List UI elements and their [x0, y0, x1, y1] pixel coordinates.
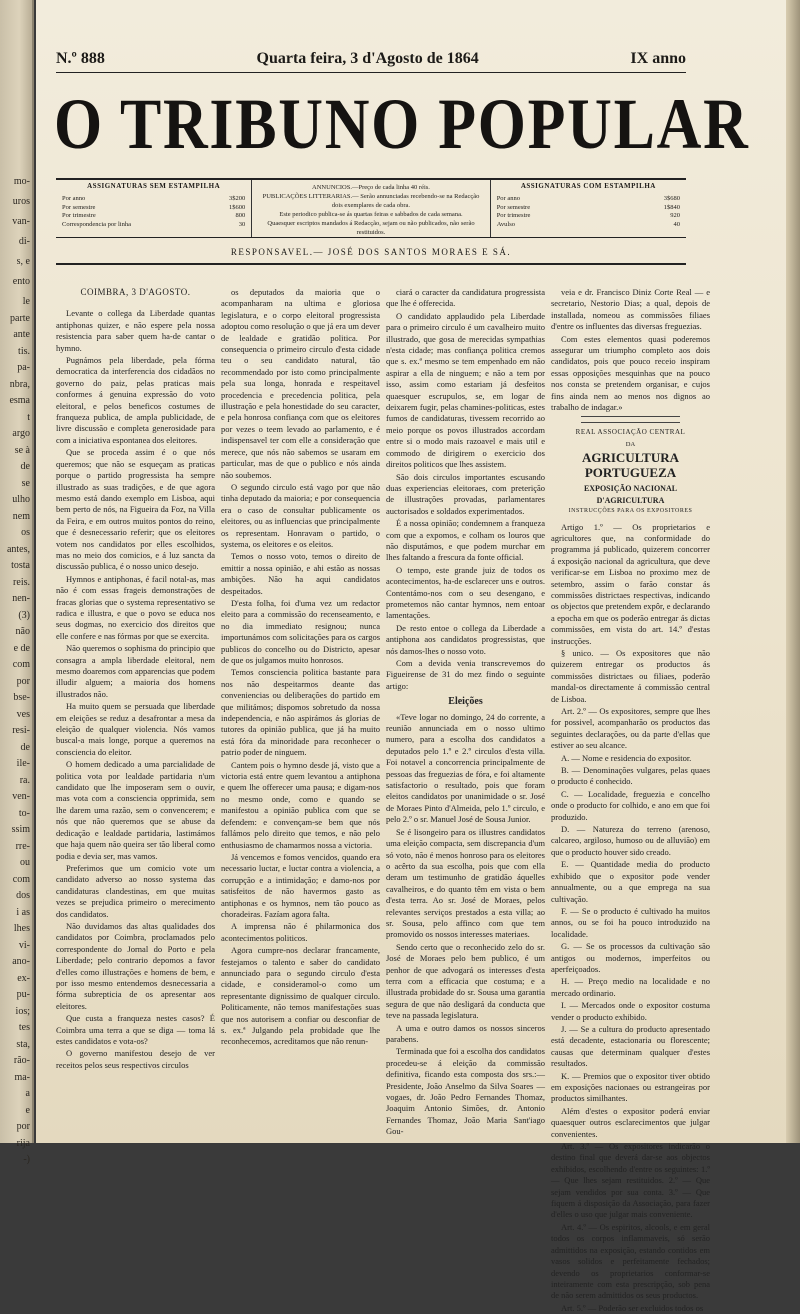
article-paragraph: Agora cumpre-nos declarar francamente, festejamos o talento e saber do candidato annunciado para o segundo circulo d'esta cidade, e consideramol-o como um representante dignissimo de qualquer circulo. Politicamente, não temos manifestações suas que nos autorisem a confiar ou desconfiar de s. ex.ª Julgando pela probidade que lhe reconhecemos, acreditamos que não renun-: [221, 945, 380, 1047]
article-paragraph: «Teve logar no domingo, 24 do corrente, a reunião annunciada em o nosso ultimo numero, para a escolha dos candidatos a deputados pelo 1.º e 2.º circulos d'esta villa. Foi notavel a concorrencia principalmente de pessoas das freguezias de fóra, e foi altamente satisfactorio o resultado, pois que foram eleitos candidatos por unanimidade o sr. José de Moraes Pinto d'Almeida, pelo 1.º circulo, e pelo 2.º o sr. Manuel José de Sousa Junior.: [386, 711, 545, 825]
fragment-text: mo-: [13, 176, 30, 187]
fragment-text: ento: [12, 276, 30, 287]
fragment-text: resi-: [12, 725, 30, 736]
masthead-title: O TRIBUNO POPULAR: [54, 84, 750, 164]
agriculture-heading: AGRICULTURA PORTUGUEZA: [581, 450, 680, 481]
rate-label: Correspondencia por linha: [62, 220, 131, 228]
fragment-text: le: [22, 296, 30, 307]
article-paragraph: Que se proceda assim é o que nós queremos; que não se esqueçam as praticas porque o partido progressista ha sempre illustrado as suas tradições, e de que agora mesmo está dando exemplo em Lisboa, aqui bem perto de nós, na Figueira da Foz, na Villa da Feira, e em outros muitos pontos do reino, que é desnecessario referir; que os eleitores votem nos candidatos por elles escolhidos, mas no meio dos comicios, e á luz sancta da discussão publica, é o nosso unico desejo.: [56, 447, 215, 572]
elections-subhead: Eleições: [448, 696, 483, 708]
fragment-text: lhes: [13, 923, 30, 934]
fragment-text: ios;: [15, 1005, 30, 1017]
fragment-text: sta,: [16, 1038, 30, 1050]
responsible-editor: RESPONSAVEL.— JOSÉ DOS SANTOS MORAES E SÁ.: [230, 247, 512, 257]
article-paragraph: Que custa a franqueza nestes casos? É Coimbra uma terra a que se diga — toma lá estes candidatos e vota-os?: [56, 1013, 215, 1046]
subscriptions-without-stamp: [56, 180, 251, 237]
fragment-text: se à: [14, 444, 30, 456]
fragment-text: e de: [13, 642, 30, 654]
article-paragraph: E. — Quantidade media do producto exhibido que o expositor pode vender annualmente, ou a que emprega na sua cultivação.: [551, 859, 710, 904]
rate-label: Por semestre: [62, 203, 96, 211]
article-paragraph: Art. 2.º — Os expositores, sempre que lhes for possivel, acompanharão os productos das seguintes declarações, ou da parte d'ellas que estiver ao seu alcance.: [551, 706, 710, 751]
fragment-text: por: [16, 1121, 30, 1132]
article-paragraph: § unico. — Os expositores que não quizerem entregar os productos ás commissões districtaes ou filiaes, poderão mandal-os directamente á commissão central de Lisboa.: [551, 647, 710, 704]
article-paragraph: Com a devida venia transcrevemos do Figueirense de 31 do mez findo o seguinte artigo:: [386, 658, 545, 691]
rate-value: 1$600: [229, 203, 246, 211]
rate-row: [62, 195, 245, 204]
fragment-text: se: [21, 477, 30, 489]
fragment-text: a: [25, 1088, 30, 1099]
fragment-text: van-: [12, 216, 30, 227]
article-paragraph: Se é lisongeiro para os illustres candidatos uma eleição compacta, sem discrepancia d'um só voto, não é menos honroso para os eleitores o acêrto da sua escolha, pois que com ella deram um testimunho de gratidão áquelles cavalheiros, e do quanto têm em vista o bem d'esta terra. Ao sr. José de Moraes, pelos relevantes serviços prestados a esta villa; ao sr. Sousa, pelo affinco com que tem promovido os nossos interesses materiaes.: [386, 826, 545, 940]
article-paragraph: É a nossa opinião; condemnem a franqueza com que a expomos, e colham os louros que não disputámos, e que podem murchar em lhes faltando a frescura da fonte official.: [386, 518, 545, 563]
article-paragraph: J. — Se a cultura do producto apresentado está decadente, estacionaria ou florescente; causas que determinam qualquer d'estes resultados.: [551, 1023, 710, 1069]
rate-value: 3$680: [663, 195, 680, 202]
article-paragraph: A imprensa não é philarmonica dos acontecimentos politicos.: [221, 921, 380, 943]
article-paragraph: F. — Se o producto é cultivado ha muitos annos, ou se foi ha pouco introduzido na localidade.: [551, 905, 710, 939]
article-paragraph: Preferimos que um comicio vote um candidato adverso ao nosso systema das candidaturas clandestinas, em que muitas vezes se prejudica primeiro o merecimento dos candidatos.: [56, 862, 215, 919]
article-paragraph: K. — Premios que o expositor tiver obtido em exposições nacionaes ou estrangeiras por productos similhantes.: [551, 1070, 710, 1104]
fragment-text: i as: [16, 906, 30, 918]
article-paragraph: Artigo 1.º — Os proprietarios e agricultores que, na conformidade do programma já publicado, quizerem concorrer á exposição nacional da agricultura, que deve verificar-se em Lisboa no proximo mez de setembro, assim o farão constar ás commissões districtaes respectivas, indicando os objectos que pretendem expôr, e declarando a epocha em que os poderão entregar ás dictas commissões, em vista do art. 14.º d'estas instrucções.: [551, 521, 710, 646]
fragment-text: ou: [20, 857, 30, 868]
article-paragraph: Hymnos e antiphonas, é facil notal-as, mas não é com essas frageis demonstrações de fracas glorias que o systema representativo se radica e illustra, e que o povo se educa nos seus dogmas, no exercicio dos direitos que elle confere e nas fórmas por que se exercita.: [56, 573, 215, 641]
column-1-dateline: COIMBRA, 3 D'AGOSTO.: [80, 287, 191, 297]
article-paragraph: Já vencemos e fomos vencidos, quando era necessario luctar, e luctar contra a violencia, a corrupção e a intimidação; e damo-nos por satisfeitos de não havermos gasto as antiphonas e os hymnos, nem tão pouco as choradeiras. Fazíam agora falta.: [221, 851, 380, 919]
rate-value: 800: [235, 212, 246, 219]
article-paragraph: Temos o nosso voto, temos o direito de emittir a nossa opinião, e ahi estão as nossas ambições. Não ha aqui candidatos despeitados.: [221, 551, 380, 596]
article-paragraph: D. — Natureza do terreno (arenoso, calcareo, argiloso, humoso ou de alluvião) em que o producto houver sido creado.: [551, 824, 710, 857]
notice-line: ANNUNCIOS.—Preço de cada linha 40 réis.: [312, 184, 430, 191]
fragment-text: reis.: [13, 576, 30, 588]
article-paragraph: Art. 5.º — Poderão ser excluidos todos os: [561, 1302, 704, 1313]
article-paragraph: Cantem pois o hymno desde já, visto que a victoria está entre quem levantou a antiphona e quem lhe offerecer uma pausa; e digam-nos no mesmo onde, como e quando se manifestou a opinião publica com que se defendem: e convençam-se bem que nós fallámos pelo direito que temos, e não pelo enthusiasmo de chamarmos nossa a victoria.: [221, 759, 380, 850]
rate-value: 30: [238, 220, 246, 228]
fragment-text: to-: [18, 807, 30, 819]
fragment-text: não: [15, 626, 30, 637]
article-paragraph: De resto entoe o collega da Liberdade a antiphona aos candidatos progressistas, que nós damos-lhes o nosso voto.: [386, 622, 545, 656]
notices-block: [251, 180, 490, 237]
fragment-text: bse-: [13, 692, 30, 703]
article-paragraph: Temos consciencia politica bastante para nos não despeitarmos deante das conveniencias ou deliberações do partido em que militámos; dispomos sobretudo da nossa independencia, e não aspirámos ás glorias de tutores da opinião publica, que já ha muito está fóra da minoridade para reconhecer o patrio poder de ninguem.: [221, 667, 380, 758]
rate-row: [62, 221, 245, 230]
article-paragraph: ciará o caracter da candidatura progressista que lhe é offerecida.: [386, 287, 545, 309]
adjacent-page-fragment: [0, 0, 34, 1165]
fragment-text: pu-: [16, 989, 30, 1000]
article-paragraph: os deputados da maioria que o acompanharam na ultima e gloriosa legislatura, e o corpo eleitoral progressista adoptou como resolução o que já era um dever de lealdade e gratidão politica. Por consequencia o primeiro circulo d'esta cidade teu o seu candidato natural, tão recommendado por isto como principalmente pela sua longa, honrada e respeitavel procedencia e precedencia politica, pela illustração e pela honestidade do seu caracter, e pela honrosa confiança com que os eleitores por vezes o teem levado ao parlamento, e é indispensavel ter com elle a consideração que merece, que nós não sabemos se usaram em particular, mas de que o publico e nós ainda não soubemos.: [221, 287, 380, 480]
rate-label: Por trimestre: [496, 212, 531, 219]
fragment-text: ano-: [12, 956, 30, 967]
fragment-text: ulho: [12, 494, 30, 505]
fragment-text: ma-: [14, 1071, 30, 1083]
article-paragraph: Art. 3.º — Os expositores indicarão o destino final que deverá dar-se aos objectos exhibidos, escolhendo d'entre os seguintes: 1.º — Que lhes sejam restituidos. 2.º — Que sejam vendidos por sua conta. 3.º — Que fiquem á disposição da Associação, para fazer d'elles o uso que julgar mais conveniente.: [551, 1141, 710, 1220]
fragment-text: de: [20, 461, 30, 472]
fragment-text: nem: [12, 510, 30, 522]
association-heading: REAL ASSOCIAÇÃO CENTRAL: [575, 428, 686, 437]
fragment-text: tosta: [11, 560, 30, 571]
article-paragraph: O segundo circulo está vago por que não tinha deputado da maioria; e por consequencia era o caso de consultar publicamente os eleitores, ou as influencias que principalmente os representam. Honravam o partido, o systema, os eleitores e os eleitos.: [221, 481, 380, 549]
article-paragraph: O candidato applaudido pela Liberdade para o primeiro circulo é um cavalheiro muito illustrado, que gosa de merecidas sympathias n'esta cidade; mas confiança politica cremos que s. ex.ª mesmo se tem empenhado em não aspirar a ella de ninguem; e não a tem por isso, assim como estariam já desfeitos quaesquer escrupulos, se, em logar de deixarem fugir, pelas chamines-politicas, estes fumos de candidaturas, tivessem recorrido ao meio porque os povos illustrados accordam entre si o modo mais razoavel e mais util e commodo de dirigirem o exercicio dos direitos politicos que lhes assistem.: [386, 310, 545, 470]
article-paragraph: Não queremos o sophisma do principio que consagra a ampla liberdade eleitoral, nem mesmo doaremos com apparencias que podem illudir alguem; a maioria dos homens illustrados não.: [56, 643, 215, 699]
fragment-text: vi-: [18, 939, 30, 951]
fragment-text: rija: [16, 1137, 30, 1149]
fragment-text: nen-: [12, 593, 30, 604]
fragment-text: ssim: [11, 824, 30, 835]
article-paragraph: veia e dr. Francisco Diniz Corte Real — e secretario, Nestorio Dias; a qual, depois de installada, nomeou as commissões filiaes d'entre os influentes das diversas freguezias.: [551, 287, 710, 332]
fragment-text: de: [20, 741, 30, 753]
fragment-text: ven-: [12, 791, 30, 802]
rate-row: [497, 204, 680, 213]
newspaper-page: [36, 0, 796, 1313]
issue-number: N.º 888: [56, 50, 105, 67]
exhibition-heading: EXPOSIÇÃO NACIONAL D'AGRICULTURA: [583, 484, 678, 505]
subscription-box: [56, 178, 686, 238]
notice-line: Quaesquer escriptos mandados á Redacção, sejam ou não publicados, não serão restituidos.: [267, 220, 475, 236]
fragment-text: esma: [9, 395, 30, 406]
association-heading-da: DA: [625, 440, 636, 448]
fragment-text: com: [12, 659, 30, 670]
fragment-text: (3): [18, 609, 30, 621]
rate-label: Por anno: [496, 195, 520, 202]
issue-year: IX anno: [630, 50, 686, 67]
rate-label: Avulso: [496, 220, 515, 228]
rate-label: Por anno: [62, 195, 86, 202]
fragment-text: por: [16, 675, 30, 687]
article-paragraph: B. — Denominações vulgares, pelas quaes o producto é conhecido.: [551, 765, 710, 787]
rate-value: 920: [670, 212, 680, 219]
rate-row: [497, 221, 680, 230]
fragment-text: antes,: [6, 543, 30, 555]
fragment-text: dos: [16, 890, 30, 901]
fragment-text: di-: [18, 236, 30, 247]
article-paragraph: Não duvidamos das altas qualidades dos candidatos por Coimbra, proclamados pelo correspondente do Jornal do Porto e pela Liberdade; pelo contrario depomos a favor d'elles como illustrações e homens de bem, e por isso mesmo entendemos desnecessaria a fórma subrepticia de os apresentar aos eleitores.: [56, 920, 215, 1011]
article-paragraph: Com estes elementos quasi poderemos assegurar um triumpho completo aos dois candidatos, pois que pouco receio inspiram essas opposições mesquinhas que na pouco nos consta se pretendem organisar, e cujos fins ainda nem ao menos nos dignos ao trabalho de indagar.»: [551, 333, 710, 413]
article-paragraph: Além d'estes o expositor poderá enviar quaesquer outros esclarecimentos que julgar convenientes.: [551, 1105, 710, 1139]
rate-row: [497, 212, 680, 221]
header-rule: [56, 263, 686, 265]
article-paragraph: Terminada que foi a escolha dos candidatos procedeu-se á eleição da commissão definitiva, ficando esta composta dos srs.:— Presidente, João Anselmo da Silva Soares —vogaes, dr. João Pedro Fernandes Thomaz, Joaquim Antonio Simões, dr. Antonio Fernandes Thomaz, João Maria Sant'iago Gou-: [386, 1046, 545, 1137]
fragment-text: ante: [13, 329, 30, 340]
column-3: [386, 287, 545, 1137]
fragment-text: tis.: [18, 345, 30, 357]
article-paragraph: Pugnámos pela liberdade, pela fórma democratica da interferencia dos cidadãos no governo do paiz, pelas praticas mais conformes á genuina expressão do voto eleitoral, e pelos beneficos costumes de franqueza publica, de ampla publicidade, de livre discussão e completa generosidade para com a iniciativa espontanea dos eleitores.: [56, 355, 215, 445]
article-columns: [56, 287, 710, 1313]
fragment-text: e: [25, 1104, 30, 1116]
fragment-text: rão-: [13, 1055, 30, 1066]
article-paragraph: C. — Localidade, freguezia e concelho onde o producto for colhido, e ano em que foi produzido.: [551, 788, 710, 822]
rate-value: 1$840: [663, 203, 680, 211]
rate-label: Por trimestre: [62, 212, 96, 219]
column-4: [551, 287, 710, 1313]
article-paragraph: Levante o collega da Liberdade quantas antiphonas quizer, e não espere pela nossa resistencia para saber quem ha-de cantar o hymno.: [56, 308, 215, 353]
article-paragraph: Ha muito quem se persuada que liberdade em eleições se reduz a desafrontar a mesa da eleição de qualquer violencia. Nós vamos buscal-a mais longe, porque a queremos na consciencia do eleitor.: [56, 701, 215, 757]
fragment-text: argo: [12, 428, 30, 439]
fragment-text: tes: [18, 1022, 30, 1033]
rate-value: 3$200: [229, 195, 246, 202]
article-paragraph: H. — Preço medio na localidade e no mercado ordinario.: [551, 976, 710, 998]
subscriptions-with-stamp: [491, 180, 686, 237]
fragment-text: com: [12, 873, 30, 885]
fragment-text: ex-: [17, 972, 30, 984]
article-paragraph: A. — Nome e residencia do expositor.: [561, 752, 692, 763]
article-paragraph: G. — Se os processos da cultivação são antigos ou modernos, imperfeitos ou aperfeiçoados.: [551, 941, 710, 974]
article-paragraph: D'esta folha, foi d'uma vez um redactor eleito para a commissão do recenseamento, e no dia immediato resignou; nunca importunámos com solicitações para os cargos publicos do concelho ou do Districto, apesar de que os julgamos muito honrosos.: [221, 597, 380, 665]
subscriptions-right-heading: ASSIGNATURAS COM ESTAMPILHA: [520, 182, 656, 190]
article-paragraph: Art. 4.º — Os espiritos, alcools, e em geral todos os corpos inflammaveis, só serão admittidos na exposição, estando contidos em vasos solidos e perfeitamente fechados; devendo os proprietarios conformar-se inteiramente com esta prescripção, sob pena de não serem admittidos os seus productos.: [551, 1221, 710, 1301]
rate-row: [497, 195, 680, 204]
rate-row: [62, 212, 245, 221]
rate-label: Por semestre: [496, 203, 531, 211]
article-paragraph: O governo manifestou desejo de ver receitos pelos seus respectivos circulos: [56, 1048, 215, 1070]
fragment-text: -): [23, 1154, 30, 1165]
fragment-text: ves: [16, 708, 30, 720]
fragment-text: pa-: [17, 362, 30, 373]
fragment-text: nbra,: [9, 378, 30, 390]
fragment-text: t: [27, 411, 30, 423]
notice-line: PUBLICAÇÕES LITTERARIAS.— Serão annunciadas recebendo-se na Redacção dois exemplares de cada obra.: [262, 193, 480, 209]
column-2: [221, 287, 380, 1137]
fragment-text: s, e: [16, 256, 30, 267]
fragment-text: ra.: [19, 774, 30, 786]
fragment-text: uros: [12, 196, 30, 207]
fragment-text: parte: [10, 312, 30, 324]
rate-value: 40: [673, 220, 680, 228]
fragment-text: ile-: [16, 758, 30, 769]
issue-date: Quarta feira, 3 d'Agosto de 1864: [256, 50, 479, 67]
notice-line: Este periodico publica-se ás quartas feiras e sabbados de cada semana.: [279, 211, 463, 218]
article-paragraph: Sendo certo que o reconhecido zelo do sr. José de Moraes pelo bem publico, é um penhor de que advogará os interesses d'esta terra com a efficacia que costuma; e a illustrada probidade do sr. Sousa uma garantia segura de que não desligará da conducta que teve na passada legislatura.: [386, 941, 545, 1021]
fragment-text: rre-: [15, 840, 30, 852]
article-paragraph: O homem dedicado a uma parcialidade de politica vota por lealdade partidaria n'um candidato que lhe imposeram sem o ouvir, mas vota com a consciencia opprimida, sem lhe darem uma razão, sem o convencerem; e nós que não queremos que se abuse da dedicação e lealdade partidaria, lastimámos que haja quem não queira ser tão liberal como podia e devia ser, mas vamos.: [56, 759, 215, 861]
column-1: [56, 287, 215, 1137]
rate-row: [62, 204, 245, 213]
page-edge-shadow: [786, 0, 800, 1143]
article-paragraph: São dois circulos importantes escusando duas experiencias eleitoraes, com preterição de illustrações provadas, parlamentares auctorisados e soldados experimentados.: [386, 471, 545, 516]
article-paragraph: I. — Mercados onde o expositor costuma vender o producto exhibido.: [551, 1000, 710, 1022]
section-separator: [581, 416, 680, 423]
subscriptions-left-heading: ASSIGNATURAS SEM ESTAMPILHA: [87, 182, 221, 190]
article-paragraph: O tempo, este grande juiz de todos os acontecimentos, ha-de esclarecer uns e outros. Contentámo-nos com o seu desengano, e prometemos não cantar hymnos, nem entoar lamentações.: [386, 564, 545, 621]
fragment-text: os: [21, 527, 30, 538]
issue-line: [56, 50, 686, 68]
instructions-heading: INSTRUCÇÕES PARA OS EXPOSITORES: [568, 508, 693, 515]
article-paragraph: A uma e outro damos os nossos sinceros parabens.: [386, 1022, 545, 1044]
